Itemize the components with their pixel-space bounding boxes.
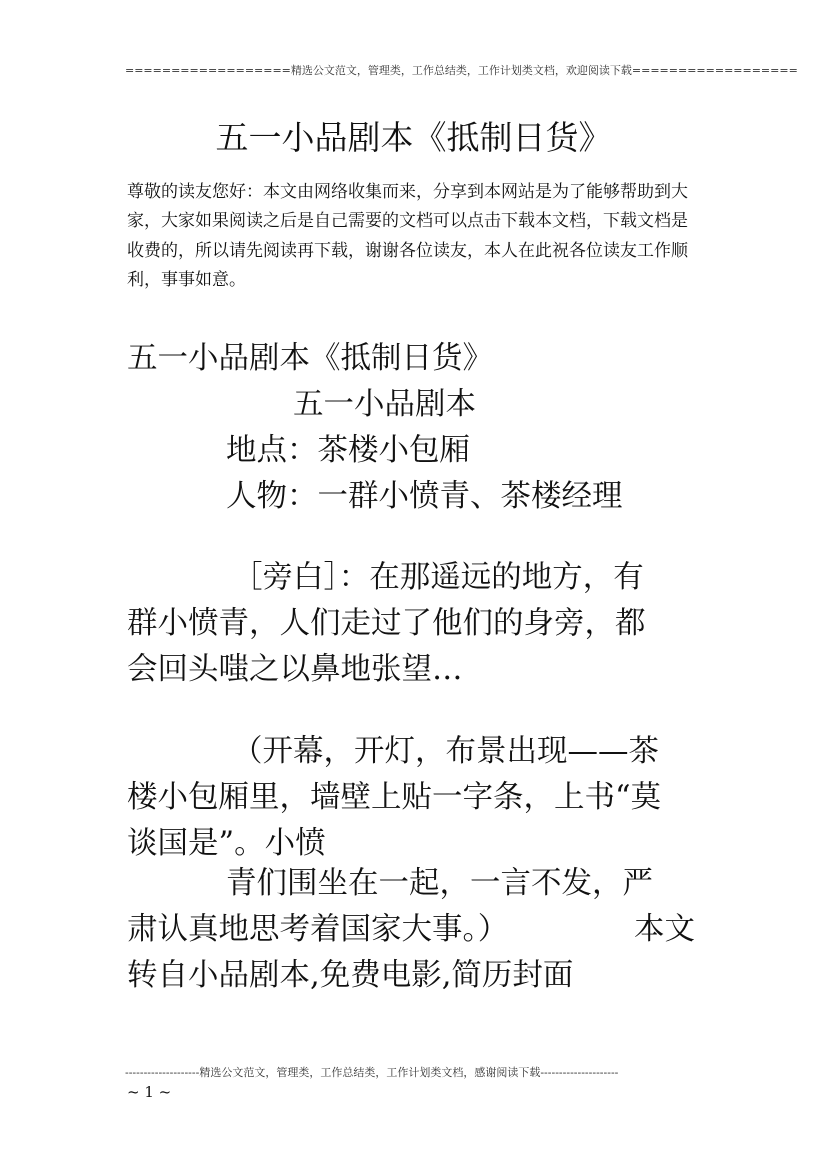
stage-direction-line: 谈国是”。小愤 — [127, 826, 326, 861]
narration-line: ［旁白］：在那遥远的地方，有 — [232, 560, 644, 595]
reader-notice — [127, 178, 707, 295]
body-heading: 五一小品剧本《抵制日货》 — [127, 341, 493, 376]
stage-direction-line: 楼小包厢里，墙壁上贴一字条，上书“莫 — [127, 780, 662, 815]
stage-direction-line: 肃认真地思考着国家大事。） — [127, 912, 509, 947]
page-footer: --------------------精选公文范文，管理类，工作总结类，工作计划类文档，感谢阅读下载--------------------- — [125, 1066, 619, 1079]
notice-line: 家，大家如果阅读之后是自己需要的文档可以点击下载本文档，下载文档是 — [127, 211, 688, 232]
body-subheading: 五一小品剧本 — [293, 387, 476, 422]
notice-line: 尊敬的读友您好：本文由网络收集而来，分享到本网站是为了能够帮助到大 — [127, 182, 688, 202]
notice-line: 收费的，所以请先阅读再下载，谢谢各位读友，本人在此祝各位读友工作顺 — [127, 240, 688, 261]
narration-line: 会回头嗤之以鼻地张望… — [127, 652, 463, 687]
document-title: 五一小品剧本《抵制日货》 — [215, 118, 612, 157]
page-header: ==================精选公文范文，管理类，工作总结类，工作计划类文档，欢迎阅读下载================== — [125, 64, 798, 77]
characters-line: 人物：一群小愤青、茶楼经理 — [226, 479, 623, 514]
notice-line: 利，事事如意。 — [127, 269, 246, 290]
narration-line: 群小愤青，人们走过了他们的身旁，都 — [127, 606, 646, 641]
location-line: 地点：茶楼小包厢 — [226, 433, 470, 468]
source-note: 转自小品剧本,免费电影,简历封面 — [127, 958, 574, 993]
page-number: ~ 1 ~ — [127, 1083, 172, 1101]
source-note: 本文 — [634, 912, 695, 947]
stage-direction-line: （开幕，开灯，布景出现——茶 — [232, 734, 659, 769]
stage-direction-line: 青们围坐在一起，一言不发，严 — [226, 866, 653, 901]
